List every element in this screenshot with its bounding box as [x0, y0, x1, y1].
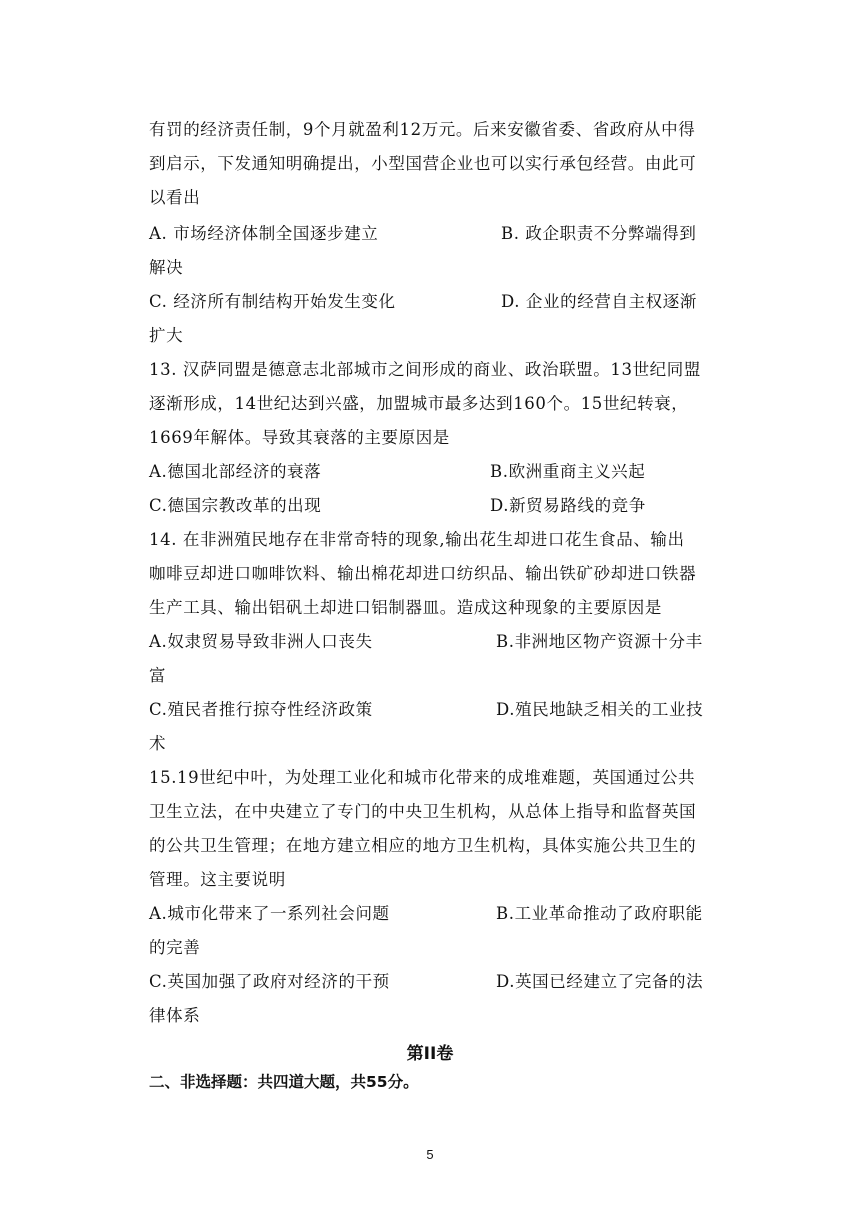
- q12-option-c: C. 经济所有制结构开始发生变化: [149, 292, 396, 311]
- q15-option-a: A.城市化带来了一系列社会问题: [149, 904, 390, 923]
- q12-option-a: A. 市场经济体制全国逐步建立: [149, 224, 379, 243]
- q15-stem-line-4: 管理。这主要说明: [149, 870, 286, 889]
- q14-option-b: B.非洲地区物产资源十分丰: [496, 632, 703, 651]
- section-heading: 二、非选择题：共四道大题，共55分。: [149, 1073, 419, 1091]
- q15-option-d: D.英国已经建立了完备的法: [496, 972, 704, 991]
- q15-option-d-continued: 律体系: [149, 1006, 201, 1025]
- q14-option-c: C.殖民者推行掠夺性经济政策: [149, 700, 373, 719]
- q15-option-b: B.工业革命推动了政府职能: [496, 904, 703, 923]
- page-number: 5: [426, 1147, 434, 1162]
- q15-option-c: C.英国加强了政府对经济的干预: [149, 972, 390, 991]
- q12-option-b-continued: 解决: [149, 258, 184, 277]
- q12-option-b: B. 政企职责不分弊端得到: [501, 224, 697, 243]
- q14-option-a: A.奴隶贸易导致非洲人口丧失: [149, 632, 373, 651]
- q15-option-b-continued: 的完善: [149, 938, 201, 957]
- q14-stem-line-2: 咖啡豆却进口咖啡饮料、输出棉花却进口纺织品、输出铁矿砂却进口铁器: [149, 564, 697, 583]
- q14-option-d-continued: 术: [149, 734, 167, 753]
- q13-option-a: A.德国北部经济的衰落: [149, 462, 322, 481]
- q12-stem-line-2: 到启示，下发通知明确提出，小型国营企业也可以实行承包经营。由此可: [149, 154, 697, 173]
- q14-stem-line-1: 14. 在非洲殖民地存在非常奇特的现象,输出花生却进口花生食品、输出: [149, 530, 685, 549]
- q12-option-d: D. 企业的经营自主权逐渐: [501, 292, 697, 311]
- q12-stem-line-3: 以看出: [149, 188, 201, 207]
- q13-option-b: B.欧洲重商主义兴起: [490, 462, 646, 481]
- q15-stem-line-1: 15.19世纪中叶，为处理工业化和城市化带来的成堆难题，英国通过公共: [149, 768, 696, 787]
- q15-stem-line-2: 卫生立法，在中央建立了专门的中央卫生机构，从总体上指导和监督英国: [149, 802, 697, 821]
- q13-stem-line-3: 1669年解体。导致其衰落的主要原因是: [149, 428, 450, 447]
- q13-option-c: C.德国宗教改革的出现: [149, 496, 322, 515]
- q13-option-d: D.新贸易路线的竞争: [490, 496, 646, 515]
- q14-option-d: D.殖民地缺乏相关的工业技: [496, 700, 704, 719]
- q12-stem-line-1: 有罚的经济责任制，9个月就盈利12万元。后来安徽省委、省政府从中得: [149, 120, 696, 139]
- q14-stem-line-3: 生产工具、输出铝矾土却进口铝制器皿。造成这种现象的主要原因是: [149, 598, 662, 617]
- q14-option-b-continued: 富: [149, 666, 167, 685]
- volume-heading: 第II卷: [406, 1044, 454, 1064]
- q13-stem-line-1: 13. 汉萨同盟是德意志北部城市之间形成的商业、政治联盟。13世纪同盟: [149, 360, 701, 379]
- q12-option-d-continued: 扩大: [149, 326, 184, 345]
- q13-stem-line-2: 逐渐形成，14世纪达到兴盛，加盟城市最多达到160个。15世纪转衰，: [149, 394, 689, 413]
- q15-stem-line-3: 的公共卫生管理；在地方建立相应的地方卫生机构，具体实施公共卫生的: [149, 836, 697, 855]
